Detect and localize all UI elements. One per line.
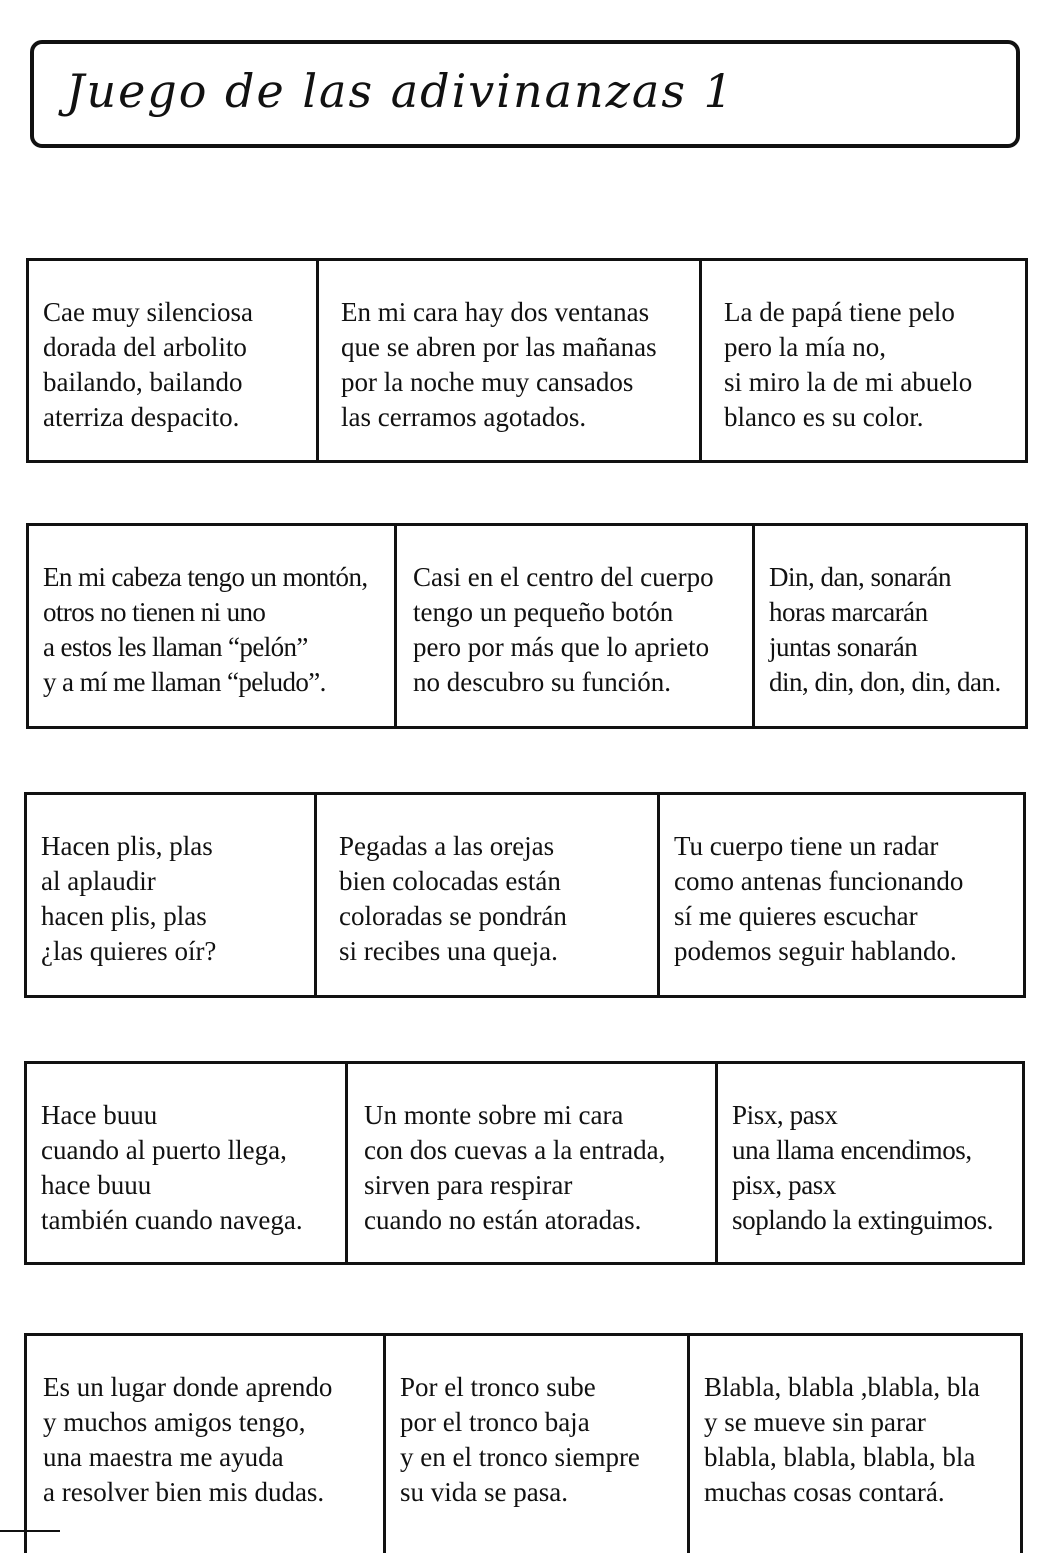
riddle-card <box>383 1336 687 1553</box>
riddle-line: horas marcarán <box>769 597 928 627</box>
title-box <box>30 40 1020 148</box>
riddle-line: a resolver bien mis dudas. <box>43 1477 325 1507</box>
riddle-line: soplando la extinguimos. <box>732 1205 994 1235</box>
riddle-card <box>345 1064 715 1262</box>
riddle-line: hacen plis, plas <box>41 901 207 931</box>
riddle-card <box>699 261 1025 460</box>
riddle-line: pero la mía no, <box>724 332 886 362</box>
riddle-line: cuando al puerto llega, <box>41 1135 287 1165</box>
riddle-line: Hacen plis, plas <box>41 831 213 861</box>
riddle-card <box>27 795 314 995</box>
riddle-line: ¿las quieres oír? <box>41 936 217 966</box>
riddle-line: blanco es su color. <box>724 402 924 432</box>
riddle-card <box>29 261 316 460</box>
riddle-card <box>27 1064 345 1262</box>
riddle-line: y muchos amigos tengo, <box>43 1407 306 1437</box>
riddle-line: si recibes una queja. <box>339 936 558 966</box>
riddle-line: Pegadas a las orejas <box>339 831 555 861</box>
riddle-line: y en el tronco siempre <box>400 1442 640 1472</box>
riddle-line: si miro la de mi abuelo <box>724 367 973 397</box>
riddle-line: Casi en el centro del cuerpo <box>413 562 714 592</box>
riddle-line: una llama encendimos, <box>732 1135 972 1165</box>
riddle-card <box>687 1336 1020 1553</box>
riddle-card <box>29 526 394 726</box>
riddle-line: coloradas se pondrán <box>339 901 567 931</box>
riddle-line: no descubro su función. <box>413 667 671 697</box>
riddle-line: Por el tronco sube <box>400 1372 596 1402</box>
riddle-line: hace buuu <box>41 1170 152 1200</box>
riddle-line: dorada del arbolito <box>43 332 247 362</box>
riddle-line: sirven para respirar <box>364 1170 573 1200</box>
riddle-line: por el tronco baja <box>400 1407 590 1437</box>
riddle-line: Pisx, pasx <box>732 1100 838 1130</box>
riddle-line: Es un lugar donde aprendo <box>43 1372 333 1402</box>
riddle-line: aterriza despacito. <box>43 402 240 432</box>
riddle-card <box>314 795 657 995</box>
riddle-line: En mi cabeza tengo un montón, <box>43 562 368 592</box>
riddle-line: que se abren por las mañanas <box>341 332 657 362</box>
riddle-card <box>316 261 699 460</box>
riddle-row-5 <box>24 1333 1023 1553</box>
riddle-line: cuando no están atoradas. <box>364 1205 642 1235</box>
riddle-row-4 <box>24 1061 1025 1265</box>
riddle-row-1 <box>26 258 1028 463</box>
riddle-line: muchas cosas contará. <box>704 1477 945 1507</box>
riddle-line: al aplaudir <box>41 866 156 896</box>
riddle-line: con dos cuevas a la entrada, <box>364 1135 666 1165</box>
riddle-line: Tu cuerpo tiene un radar <box>674 831 939 861</box>
riddle-line: din, din, don, din, dan. <box>769 667 1001 697</box>
riddle-line: por la noche muy cansados <box>341 367 634 397</box>
riddle-line: Din, dan, sonarán <box>769 562 951 592</box>
riddle-line: blabla, blabla, blabla, bla <box>704 1442 976 1472</box>
riddle-line: a estos les llaman “pelón” <box>43 632 308 662</box>
riddle-card <box>657 795 1023 995</box>
riddle-line: sí me quieres escuchar <box>674 901 918 931</box>
riddle-card <box>27 1336 383 1553</box>
riddle-line: y se mueve sin parar <box>704 1407 926 1437</box>
scan-edge-mark <box>0 1530 60 1532</box>
riddle-line: su vida se pasa. <box>400 1477 568 1507</box>
riddle-line: bien colocadas están <box>339 866 561 896</box>
page-title: Juego de las adivinanzas 1 <box>66 64 735 118</box>
riddle-line: En mi cara hay dos ventanas <box>341 297 650 327</box>
riddle-line: bailando, bailando <box>43 367 243 397</box>
riddle-line: las cerramos agotados. <box>341 402 587 432</box>
riddle-card <box>394 526 752 726</box>
riddle-line: tengo un pequeño botón <box>413 597 674 627</box>
riddle-card <box>752 526 1025 726</box>
riddle-line: pisx, pasx <box>732 1170 837 1200</box>
riddle-row-3 <box>24 792 1026 998</box>
riddle-line: Blabla, blabla ,blabla, bla <box>704 1372 980 1402</box>
riddle-card <box>715 1064 1022 1262</box>
riddle-line: podemos seguir hablando. <box>674 936 957 966</box>
riddle-line: juntas sonarán <box>769 632 918 662</box>
riddle-line: una maestra me ayuda <box>43 1442 284 1472</box>
riddle-line: como antenas funcionando <box>674 866 964 896</box>
riddle-row-2 <box>26 523 1028 729</box>
riddle-line: y a mí me llaman “peludo”. <box>43 667 326 697</box>
riddle-line: también cuando navega. <box>41 1205 303 1235</box>
riddle-line: otros no tienen ni uno <box>43 597 266 627</box>
riddle-line: Un monte sobre mi cara <box>364 1100 624 1130</box>
riddle-line: pero por más que lo aprieto <box>413 632 710 662</box>
riddle-line: Hace buuu <box>41 1100 158 1130</box>
riddle-line: Cae muy silenciosa <box>43 297 253 327</box>
riddle-line: La de papá tiene pelo <box>724 297 955 327</box>
